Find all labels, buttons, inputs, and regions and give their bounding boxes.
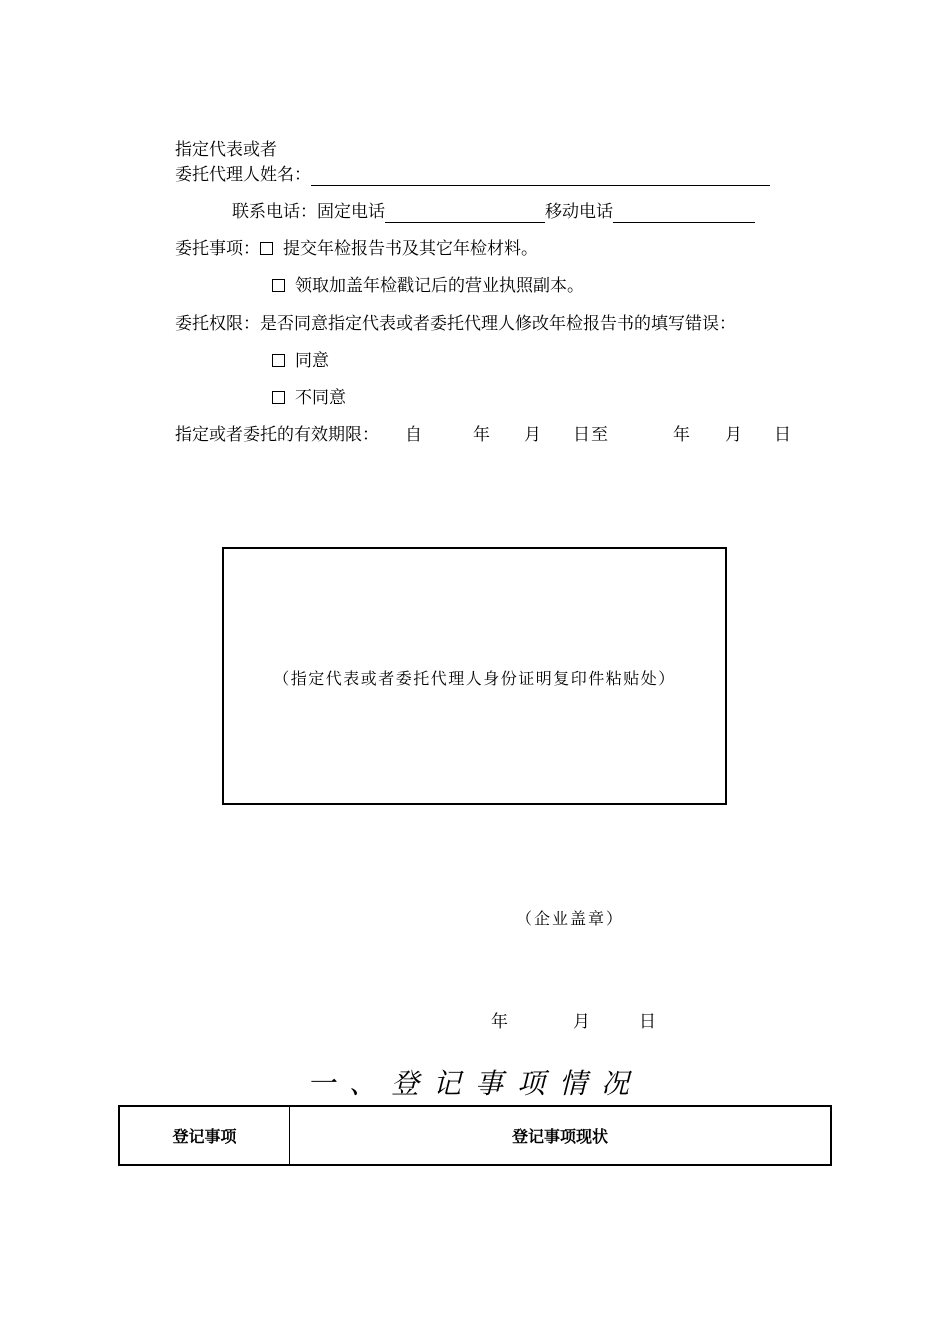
matter-text-1: 提交年检报告书及其它年检材料。 xyxy=(283,239,538,259)
fixed-phone-label: 固定电话 xyxy=(317,202,385,222)
fixed-phone-field[interactable] xyxy=(385,204,545,223)
id-copy-paste-box xyxy=(222,547,727,805)
period-to: 至 xyxy=(591,425,608,445)
matter-checkbox-1[interactable] xyxy=(260,242,273,255)
matter-checkbox-2[interactable] xyxy=(272,279,285,292)
period-to-day: 日 xyxy=(774,425,791,445)
matters-row-2 xyxy=(272,275,584,297)
disagree-checkbox[interactable] xyxy=(272,391,285,404)
disagree-label: 不同意 xyxy=(295,388,346,408)
period-to-year: 年 xyxy=(673,425,690,445)
matters-row-1 xyxy=(175,238,538,260)
period-from-year: 年 xyxy=(473,425,490,445)
name-label-line1: 指定代表或者 xyxy=(175,140,277,160)
matter-text-2: 领取加盖年检戳记后的营业执照副本。 xyxy=(295,276,584,296)
id-box-caption: （指定代表或者委托代理人身份证明复印件粘贴处） xyxy=(273,669,676,688)
matters-label: 委托事项： xyxy=(175,239,260,259)
authority-option-disagree xyxy=(272,387,346,409)
name-field[interactable] xyxy=(311,167,770,186)
seal-day: 日 xyxy=(639,1012,656,1032)
period-label: 指定或者委托的有效期限： xyxy=(175,425,379,445)
phone-label: 联系电话： xyxy=(232,202,317,222)
section-heading: 一、登记事项情况 xyxy=(306,1067,643,1100)
company-seal-label: （企业盖章） xyxy=(516,909,625,928)
period-from-month: 月 xyxy=(524,425,541,445)
table-header-row xyxy=(119,1106,831,1165)
mobile-phone-field[interactable] xyxy=(613,204,755,223)
registration-table xyxy=(118,1105,832,1166)
phone-row xyxy=(232,201,755,223)
seal-month: 月 xyxy=(573,1012,590,1032)
name-row xyxy=(175,164,770,186)
authority-question: 是否同意指定代表或者委托代理人修改年检报告书的填写错误： xyxy=(260,314,736,334)
mobile-phone-label: 移动电话 xyxy=(545,202,613,222)
seal-year: 年 xyxy=(491,1012,508,1032)
authority-label: 委托权限： xyxy=(175,314,260,334)
header-registration-item: 登记事项 xyxy=(119,1106,290,1165)
period-to-month: 月 xyxy=(725,425,742,445)
authority-row xyxy=(175,313,736,335)
authority-option-agree xyxy=(272,350,329,372)
name-label-line2: 委托代理人姓名： xyxy=(175,165,311,185)
header-registration-status: 登记事项现状 xyxy=(290,1106,832,1165)
agree-label: 同意 xyxy=(295,351,329,371)
agree-checkbox[interactable] xyxy=(272,354,285,367)
period-from: 自 xyxy=(405,425,422,445)
period-from-day: 日 xyxy=(573,425,590,445)
